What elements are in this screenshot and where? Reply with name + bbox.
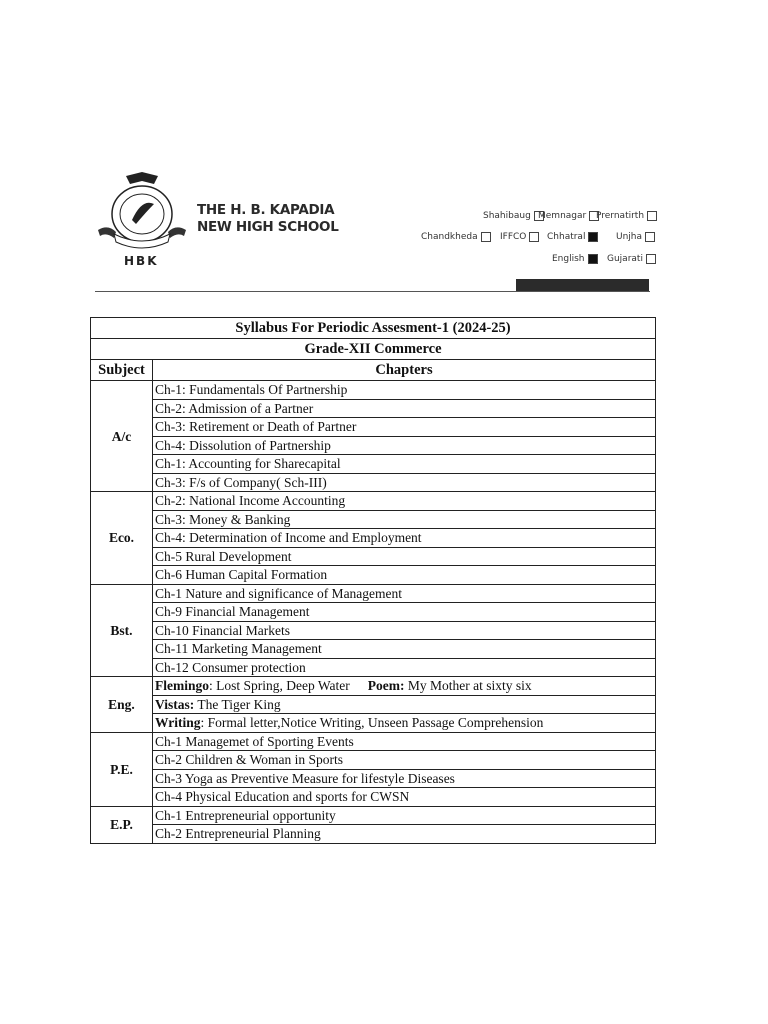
table-row [91,584,656,603]
chapter-cell: Ch-4 Physical Education and sports for CWSN [153,788,656,807]
table-row [91,658,656,677]
chapter-cell [153,714,656,733]
table-row [91,455,656,474]
branch-unjha: Unjha [616,232,655,242]
school-name [197,202,339,236]
poem-text: My Mother at sixty six [404,678,532,694]
branch-chhatral: Chhatral [547,232,598,242]
checkbox-icon [529,232,539,242]
checked-checkbox-icon [588,254,598,264]
syllabus-table [90,317,656,844]
chapter-cell: Ch-9 Financial Management [153,603,656,622]
table-row [91,473,656,492]
table-header-row [91,360,656,381]
table-row [91,677,656,696]
chapter-cell: Ch-1 Entrepreneurial opportunity [153,806,656,825]
school-name-line1: THE H. B. KAPADIA [197,202,335,218]
table-row [91,436,656,455]
table-row [91,418,656,437]
chapter-cell: Ch-5 Rural Development [153,547,656,566]
chapter-cell: Ch-4: Dissolution of Partnership [153,436,656,455]
checked-checkbox-icon [588,232,598,242]
table-row [91,399,656,418]
chapter-cell: Ch-12 Consumer protection [153,658,656,677]
chapter-cell: Ch-3: Money & Banking [153,510,656,529]
chapter-cell: Ch-1 Nature and significance of Management [153,584,656,603]
chapter-cell [153,677,656,696]
subject-cell: A/c [91,381,153,492]
vistas-text: The Tiger King [194,696,281,712]
table-row [91,566,656,585]
chapter-cell: Ch-3: F/s of Company( Sch-III) [153,473,656,492]
table-row [91,547,656,566]
chapter-cell: Ch-6 Human Capital Formation [153,566,656,585]
branch-memnagar: Memnagar [538,211,599,221]
table-grade-row [91,339,656,360]
checkbox-icon [645,232,655,242]
subject-cell: Bst. [91,584,153,677]
vistas-label: Vistas: [155,696,195,712]
table-row [91,381,656,400]
chapter-cell: Ch-10 Financial Markets [153,621,656,640]
school-crest-logo [96,168,188,252]
table-row [91,806,656,825]
branch-chandkheda: Chandkheda [421,232,491,242]
table-row [91,714,656,733]
school-abbreviation: HBK [124,254,159,268]
table-row [91,732,656,751]
table-row [91,751,656,770]
checkbox-icon [646,254,656,264]
medium-gujarati: Gujarati [607,254,656,264]
school-name-line2: NEW HIGH SCHOOL [197,219,339,235]
table-row [91,603,656,622]
chapter-cell: Ch-1: Fundamentals Of Partnership [153,381,656,400]
chapter-cell [153,695,656,714]
chapter-cell: Ch-2: Admission of a Partner [153,399,656,418]
table-row [91,640,656,659]
subject-cell: Eco. [91,492,153,585]
table-row [91,510,656,529]
chapter-cell: Ch-2 Entrepreneurial Planning [153,825,656,844]
chapter-cell: Ch-2: National Income Accounting [153,492,656,511]
table-row [91,769,656,788]
branch-prernatirth: Prernatirth [596,211,657,221]
header-divider [95,291,650,292]
table-row [91,529,656,548]
subject-cell: Eng. [91,677,153,733]
subject-cell: P.E. [91,732,153,806]
column-header-chapters: Chapters [153,360,656,381]
flemingo-label: Flemingo [155,678,209,694]
chapter-cell: Ch-1 Managemet of Sporting Events [153,732,656,751]
table-row [91,788,656,807]
chapter-cell: Ch-1: Accounting for Sharecapital [153,455,656,474]
poem-label: Poem: [367,678,405,694]
writing-label: Writing [155,715,201,731]
branch-shahibaug: Shahibaug [483,211,544,221]
subject-cell: E.P. [91,806,153,843]
table-row [91,492,656,511]
medium-english: English [552,254,598,264]
chapter-cell: Ch-3: Retirement or Death of Partner [153,418,656,437]
checkbox-icon [647,211,657,221]
branch-iffco: IFFCO [500,232,539,242]
writing-text: : Formal letter,Notice Writing, Unseen Passage Comprehension [200,715,544,731]
chapter-cell: Ch-3 Yoga as Preventive Measure for lifestyle Diseases [153,769,656,788]
syllabus-title: Syllabus For Periodic Assesment-1 (2024-25) [91,318,656,339]
table-row [91,621,656,640]
table-row [91,825,656,844]
chapter-cell: Ch-11 Marketing Management [153,640,656,659]
checkbox-icon [481,232,491,242]
chapter-cell: Ch-2 Children & Woman in Sports [153,751,656,770]
table-row [91,695,656,714]
column-header-subject: Subject [91,360,153,381]
table-title-row [91,318,656,339]
chapter-cell: Ch-4: Determination of Income and Employment [153,529,656,548]
flemingo-text: : Lost Spring, Deep Water [209,678,350,694]
grade-title: Grade-XII Commerce [91,339,656,360]
